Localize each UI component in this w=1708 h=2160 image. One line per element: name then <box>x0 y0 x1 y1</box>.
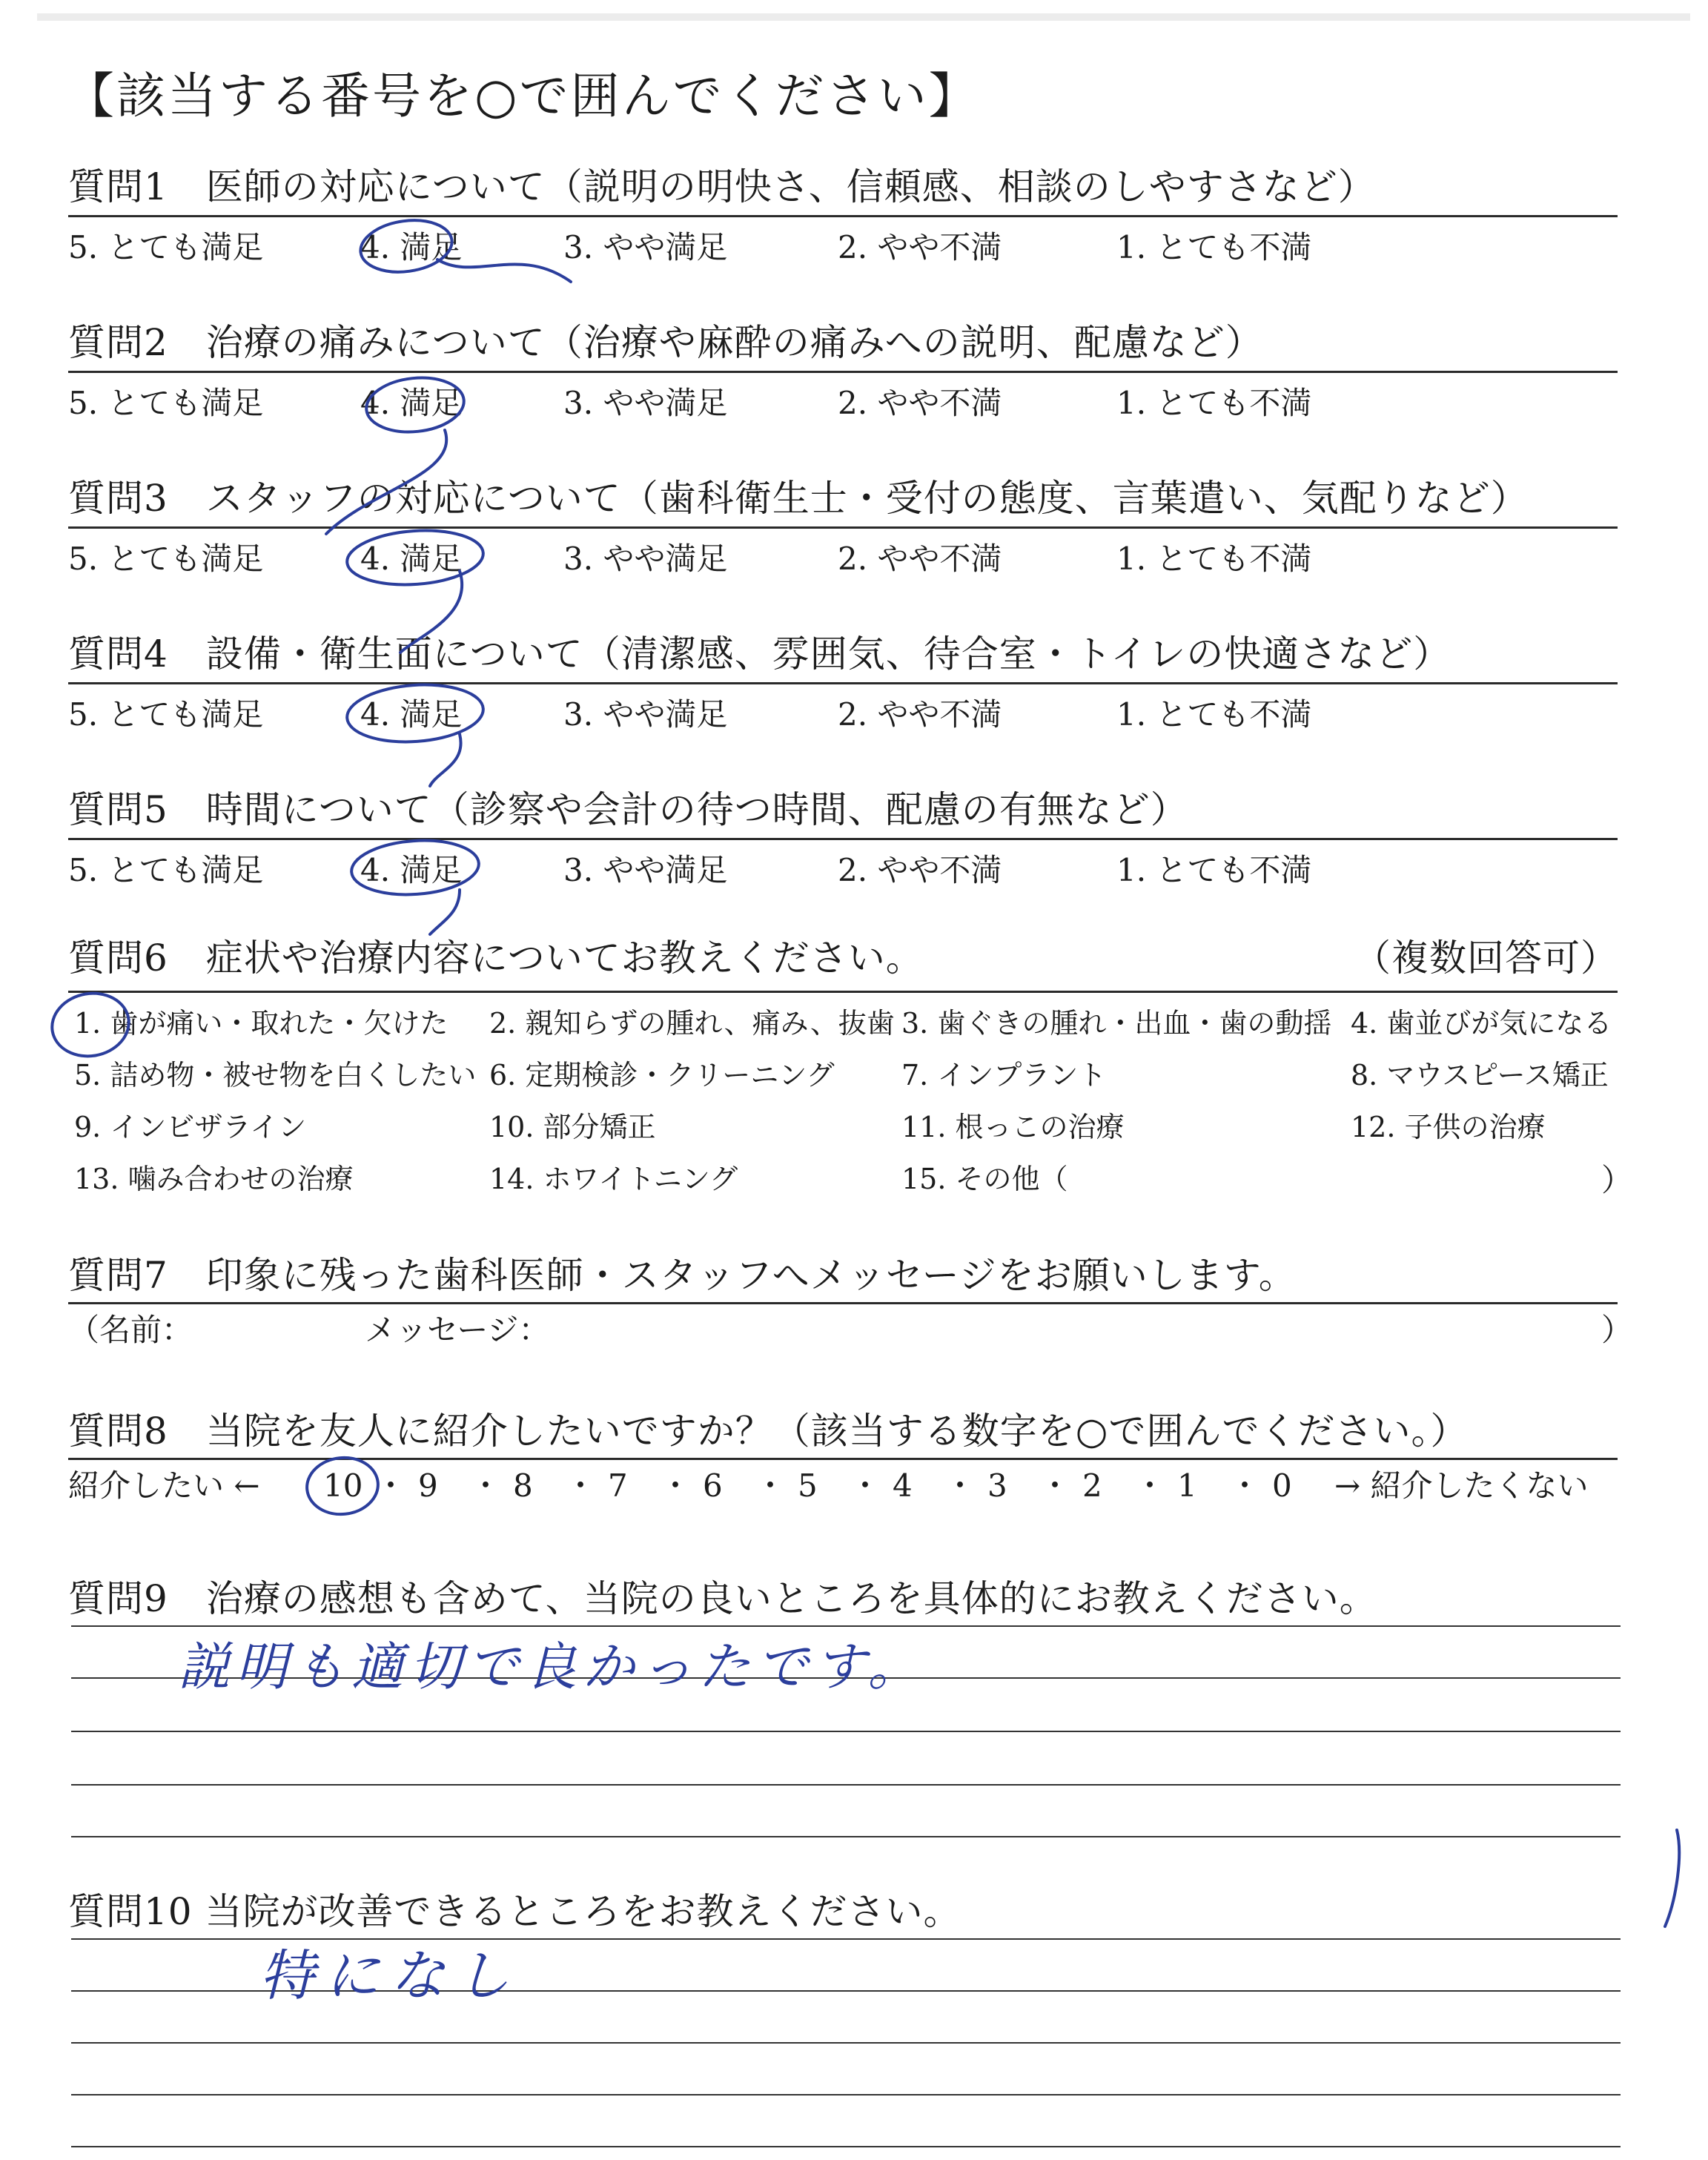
q8-scale-8[interactable]: 8 <box>513 1467 533 1504</box>
q3-option-4[interactable]: 4. 満足 <box>360 541 463 577</box>
q6-option-12[interactable]: 12. 子供の治療 <box>1351 1111 1546 1143</box>
q7-title: 質問7 印象に残った歯科医師・スタッフへメッセージをお願いします。 <box>68 1254 1297 1297</box>
q4-option-5[interactable]: 5. とても満足 <box>68 696 264 733</box>
q4-pen-trail <box>430 734 461 786</box>
q6-option-2[interactable]: 2. 親知らずの腫れ、痛み、抜歯 <box>489 1007 895 1040</box>
q3-selection-circle <box>345 526 486 589</box>
q8-title: 質問8 当院を友人に紹介したいですか？（該当する数字を○で囲んでください。） <box>68 1410 1469 1453</box>
q1-option-1[interactable]: 1. とても不満 <box>1116 229 1312 265</box>
q5-option-5[interactable]: 5. とても満足 <box>68 852 264 888</box>
q1-title: 質問1 医師の対応について（説明の明快さ、信頼感、相談のしやすさなど） <box>68 165 1376 208</box>
q8-scale-6[interactable]: 6 <box>703 1467 723 1504</box>
q8-scale-separator: ・ <box>944 1467 976 1504</box>
q8-scale-separator: ・ <box>375 1467 407 1504</box>
q8-scale-separator: ・ <box>850 1467 881 1504</box>
q8-scale-separator: ・ <box>755 1467 787 1504</box>
q8-scale-separator: ・ <box>1134 1467 1166 1504</box>
q2-title: 質問2 治療の痛みについて（治療や麻酔の痛みへの説明、配慮など） <box>68 321 1263 364</box>
q5-pen-trail <box>430 890 460 934</box>
q3-title: 質問3 スタッフの対応について（歯科衛生士・受付の態度、言葉遣い、気配りなど） <box>68 477 1529 520</box>
q5-option-2[interactable]: 2. やや不満 <box>838 852 1002 888</box>
q8-scale-5[interactable]: 5 <box>798 1467 818 1504</box>
q8-scale-9[interactable]: 9 <box>418 1467 438 1504</box>
q7-name-field[interactable]: （名前： <box>68 1312 193 1348</box>
q4-option-4[interactable]: 4. 満足 <box>360 696 463 733</box>
q4-option-2[interactable]: 2. やや不満 <box>838 696 1002 733</box>
q3-option-2[interactable]: 2. やや不満 <box>838 541 1002 577</box>
q8-scale-separator: ・ <box>565 1467 597 1504</box>
q2-option-3[interactable]: 3. やや満足 <box>563 385 728 421</box>
q8-scale-4[interactable]: 4 <box>893 1467 913 1504</box>
q5-option-4[interactable]: 4. 満足 <box>360 852 463 888</box>
q8-scale-separator: ・ <box>660 1467 692 1504</box>
q6-option-6[interactable]: 6. 定期検診・クリーニング <box>489 1059 835 1091</box>
q8-scale-1[interactable]: 1 <box>1177 1467 1197 1504</box>
q5-option-1[interactable]: 1. とても不満 <box>1116 852 1312 888</box>
q6-note: （複数回答可） <box>1354 937 1618 980</box>
q1-selection-circle <box>357 215 455 278</box>
q7-close-paren: ） <box>1601 1312 1633 1348</box>
q6-option-15[interactable]: 15. その他（ <box>901 1163 1068 1195</box>
q3-option-3[interactable]: 3. やや満足 <box>563 541 728 577</box>
q8-scale-0[interactable]: 0 <box>1272 1467 1292 1504</box>
q6-option-7[interactable]: 7. インプラント <box>901 1059 1107 1091</box>
q2-option-2[interactable]: 2. やや不満 <box>838 385 1002 421</box>
q6-option-13[interactable]: 13. 噛み合わせの治療 <box>74 1163 354 1195</box>
q8-scale-3[interactable]: 3 <box>987 1467 1007 1504</box>
q9-handwritten-answer: 説明も適切で良かったです。 <box>178 1636 926 1697</box>
margin-pen-mark <box>1665 1830 1679 1926</box>
q2-option-5[interactable]: 5. とても満足 <box>68 385 264 421</box>
q3-option-1[interactable]: 1. とても不満 <box>1116 541 1312 577</box>
q8-right-label: → 紹介したくない <box>1334 1467 1589 1504</box>
q10-handwritten-answer: 特になし <box>259 1944 520 2008</box>
q5-title: 質問5 時間について（診察や会計の待つ時間、配慮の有無など） <box>68 788 1188 831</box>
q8-scale-2[interactable]: 2 <box>1082 1467 1102 1504</box>
q8-scale-separator: ・ <box>1229 1467 1261 1504</box>
q6-option-3[interactable]: 3. 歯ぐきの腫れ・出血・歯の動揺 <box>901 1007 1332 1040</box>
q8-selection-circle <box>304 1454 380 1518</box>
q6-option-1[interactable]: 1. 歯が痛い・取れた・欠けた <box>74 1007 448 1040</box>
q1-option-5[interactable]: 5. とても満足 <box>68 229 264 265</box>
q2-option-4[interactable]: 4. 満足 <box>360 385 463 421</box>
instruction-heading: 【該当する番号を○で囲んでください】 <box>65 67 980 125</box>
q1-option-4[interactable]: 4. 満足 <box>360 229 463 265</box>
q4-title: 質問4 設備・衛生面について（清潔感、雰囲気、待合室・トイレの快適さなど） <box>68 633 1452 676</box>
q4-option-3[interactable]: 3. やや満足 <box>563 696 728 733</box>
q6-title: 質問6 症状や治療内容についてお教えください。 <box>68 937 924 980</box>
q1-option-2[interactable]: 2. やや不満 <box>838 229 1002 265</box>
q6-selection-circle <box>47 988 133 1063</box>
q6-option-11[interactable]: 11. 根っこの治療 <box>901 1111 1125 1143</box>
q7-message-field[interactable]: メッセージ： <box>365 1312 550 1348</box>
q3-option-5[interactable]: 5. とても満足 <box>68 541 264 577</box>
q8-scale-10[interactable]: 10 <box>323 1467 363 1504</box>
q8-scale-separator: ・ <box>470 1467 502 1504</box>
q4-selection-circle <box>345 681 486 747</box>
q6-option-4[interactable]: 4. 歯並びが気になる <box>1351 1007 1612 1040</box>
q10-title: 質問10 当院が改善できるところをお教えください。 <box>68 1890 961 1933</box>
q8-scale-7[interactable]: 7 <box>608 1467 628 1504</box>
q9-title: 質問9 治療の感想も含めて、当院の良いところを具体的にお教えください。 <box>68 1577 1377 1620</box>
q1-option-3[interactable]: 3. やや満足 <box>563 229 728 265</box>
q2-option-1[interactable]: 1. とても不満 <box>1116 385 1312 421</box>
q5-option-3[interactable]: 3. やや満足 <box>563 852 728 888</box>
q8-left-label: 紹介したい ← <box>68 1467 260 1504</box>
q2-selection-circle <box>364 373 467 436</box>
q1-pen-trail <box>437 260 571 282</box>
q6-option-5[interactable]: 5. 詰め物・被せ物を白くしたい <box>74 1059 477 1091</box>
q6-option-8[interactable]: 8. マウスピース矯正 <box>1351 1059 1609 1091</box>
q6-option-10[interactable]: 10. 部分矯正 <box>489 1111 656 1143</box>
q6-option-9[interactable]: 9. インビザライン <box>74 1111 307 1143</box>
q6-other-close-paren: ） <box>1601 1162 1633 1198</box>
q4-option-1[interactable]: 1. とても不満 <box>1116 696 1312 733</box>
q2-pen-trail <box>326 430 446 534</box>
q8-scale-separator: ・ <box>1039 1467 1071 1504</box>
q6-option-14[interactable]: 14. ホワイトニング <box>489 1163 738 1195</box>
